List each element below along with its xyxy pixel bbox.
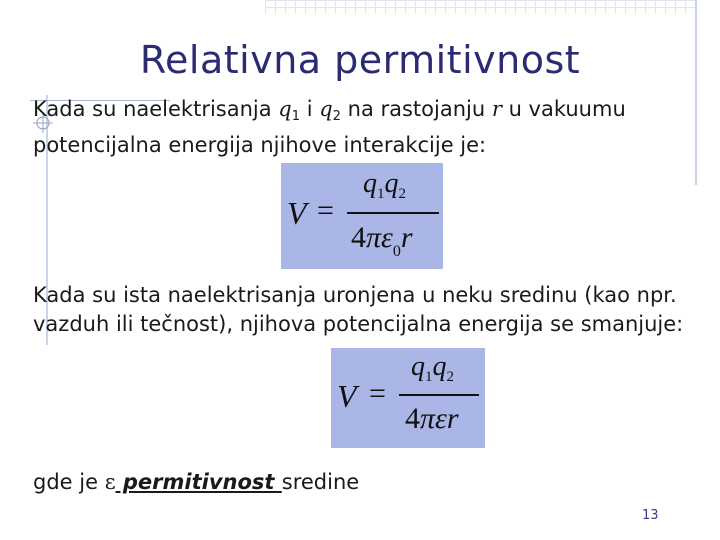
- term-permitivnost: permitivnost: [115, 470, 282, 494]
- formula-numerator: $q_1q_2$: [411, 351, 454, 385]
- formula-denominator: $4\pi\varepsilon_0r$: [351, 221, 413, 260]
- paragraph-medium: Kada su ista naelektrisanja uronjena u neku sredinu (kao npr. vazduh ili tečnost), njihova potencijalna energija se smanjuje:: [33, 283, 684, 336]
- decorative-grid: [265, 0, 695, 14]
- formula-equals: =: [369, 377, 386, 410]
- formula-equals: =: [317, 194, 334, 227]
- distance-r: r: [491, 97, 502, 121]
- formula-numerator: $q_1q_2$: [363, 168, 406, 202]
- formula-denominator: 4πεr: [405, 402, 459, 435]
- formula-medium: [331, 348, 485, 448]
- charge-q1: $q_1$: [278, 97, 301, 124]
- formula-lhs: V: [337, 378, 357, 414]
- formula-vacuum: [281, 163, 443, 269]
- slide-title: Relativna permitivnost: [139, 38, 581, 82]
- page-number: 13: [642, 508, 659, 523]
- formula-lhs: V: [287, 195, 307, 231]
- charge-q2: $q_2$: [319, 97, 341, 124]
- fraction-bar: [399, 394, 479, 396]
- fraction-bar: [347, 212, 439, 214]
- paragraph-definition: gde je ε permitivnost sredine: [33, 470, 360, 494]
- paragraph-vacuum: Kada su naelektrisanja $q_1$ i $q_2$ na rastojanju r u vakuumu potencijalna energija njihove interakcije je:: [33, 97, 626, 157]
- epsilon-symbol: ε: [104, 470, 116, 494]
